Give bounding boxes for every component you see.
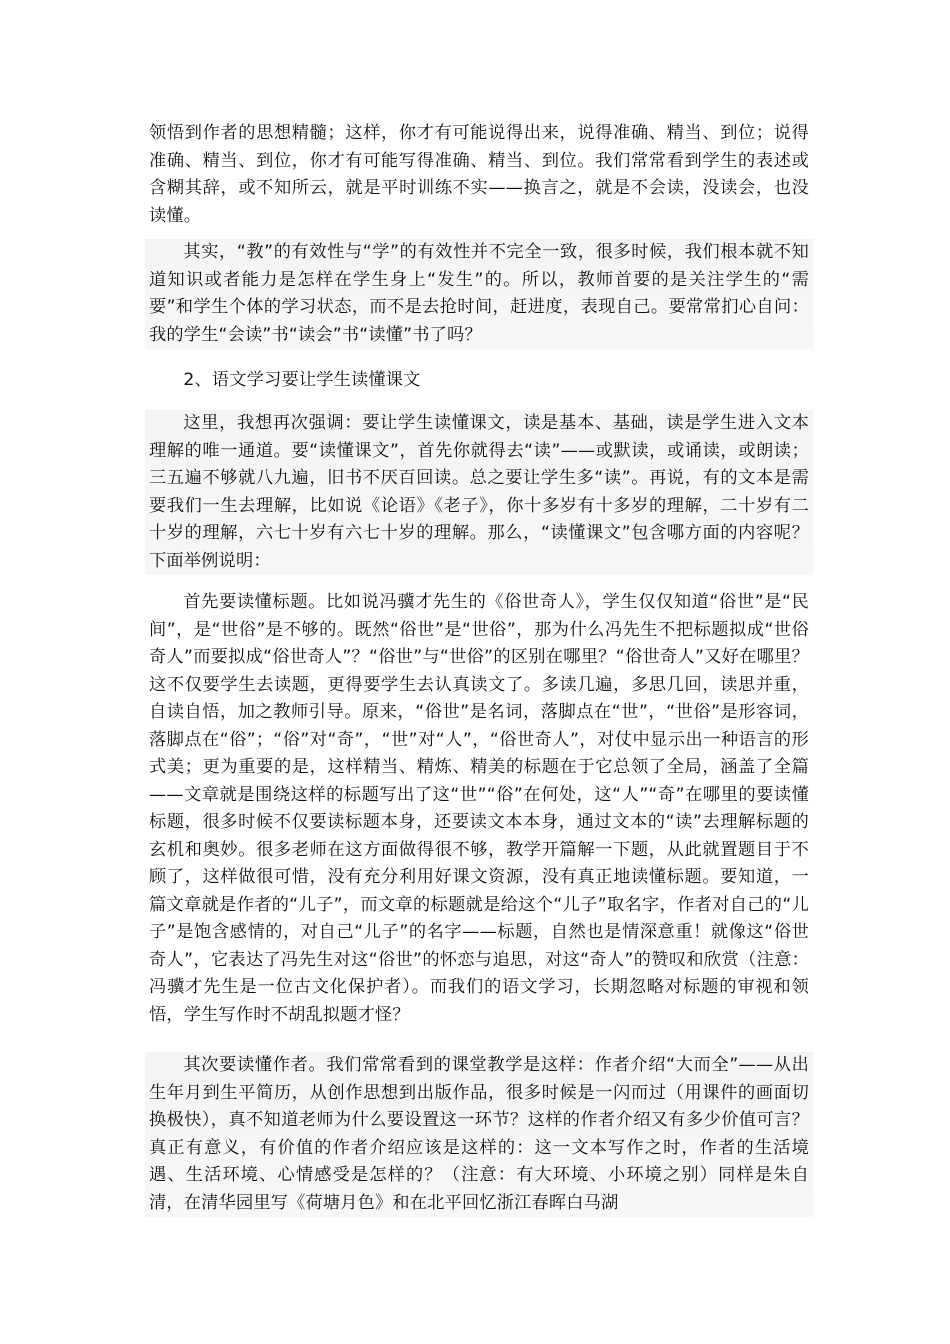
paragraph-read-title: 首先要读懂标题。比如说冯骥才先生的《俗世奇人》，学生仅仅知道“俗世”是“民间”，是“世俗”是不够的。既然“俗世”是“世俗”，那为什么冯先生不把标题拟成“世俗奇人”而要拟成“俗世奇人”？“俗世”与“世俗”的区别在哪里？“俗世奇人”又好在哪里？这不仅要学生去读题，更得要学生去认真读文了。多读几遍，多思几回，读思并重，自读自悟，加之教师引导。原来，“俗世”是名词，落脚点在“世”，“世俗”是形容词，落脚点在“俗”；“俗”对“奇”，“世”对“人”，“俗世奇人”，对仗中显示出一种语言的形式美；更为重要的是，这样精当、精炼、精美的标题在于它总领了全局，涵盖了全篇——文章就是围绕这样的标题写出了这“世”“俗”在何处，这“人”“奇”在哪里的要读懂标题，很多时候不仅要读标题本身，还要读文本本身，通过文本的“读”去理解标题的玄机和奥妙。很多老师在这方面做得很不够，教学开篇解一下题，从此就置题目于不顾了，这样做很可惜，没有充分利用好课文资源，没有真正地读懂标题。要知道，一篇文章就是作者的“儿子”，而文章的标题就是给这个“儿子”取名字，作者对自己的“儿子”是饱含感情的，对自己“儿子”的名字——标题，自然也是情深意重！就像这“俗世奇人”，它表达了冯先生对这“俗世”的怀恋与追思，对这“奇人”的赞叹和欣赏（注意：冯骥才先生是一位古文化保护者）。而我们的语文学习，长期忽略对标题的审视和领悟，学生写作时不胡乱拟题才怪？ [149,592,809,1025]
paragraph-read-author: 其次要读懂作者。我们常常看到的课堂教学是这样：作者介绍“大而全”——从出生年月到生平简历，从创作思想到出版作品，很多时候是一闪而过（用课件的画面切换极快），真不知道老师为什么要设置这一环节？这样的作者介绍又有多少价值可言？真正有意义，有价值的作者介绍应该是这样的：这一文本写作之时，作者的生活境遇、生活环境、心情感受是怎样的？（注意：有大环境、小环境之别）同样是朱自清，在清华园里写《荷塘月色》和在北平回忆浙江春晖白马湖 [145,1052,813,1217]
paragraph-read-text: 这里，我想再次强调：要让学生读懂课文，读是基本、基础，读是学生进入文本理解的唯一通道。要“读懂课文”，首先你就得去“读”——或默读，或诵读，或朗读；三五遍不够就八九遍，旧书不厌百回读。总之要让学生多“读”。再说，有的文本是需要我们一生去理解，比如说《论语》《老子》，你十多岁有十多岁的理解，二十岁有二十岁的理解，六七十岁有六七十岁的理解。那么，“读懂课文”包含哪方面的内容呢？下面举例说明： [145,410,813,575]
paragraph-teaching-effectiveness: 其实，“教”的有效性与“学”的有效性并不完全一致，很多时候，我们根本就不知道知识或者能力是怎样在学生身上“发生”的。所以，教师首要的是关注学生的“需要”和学生个体的学习状态，而不是去抢时间，赶进度，表现自己。要常常扪心自问：我的学生“会读”书“读会”书“读懂”书了吗？ [145,239,813,349]
section-heading: 2、语文学习要让学生读懂课文 [183,370,421,390]
paragraph-continuation: 领悟到作者的思想精髓；这样，你才有可能说得出来，说得准确、精当、到位；说得准确、精当、到位，你才有可能写得准确、精当、到位。我们常常看到学生的表述或含糊其辞，或不知所云，就是平时训练不实——换言之，就是不会读，没读会，也没读懂。 [149,123,809,226]
